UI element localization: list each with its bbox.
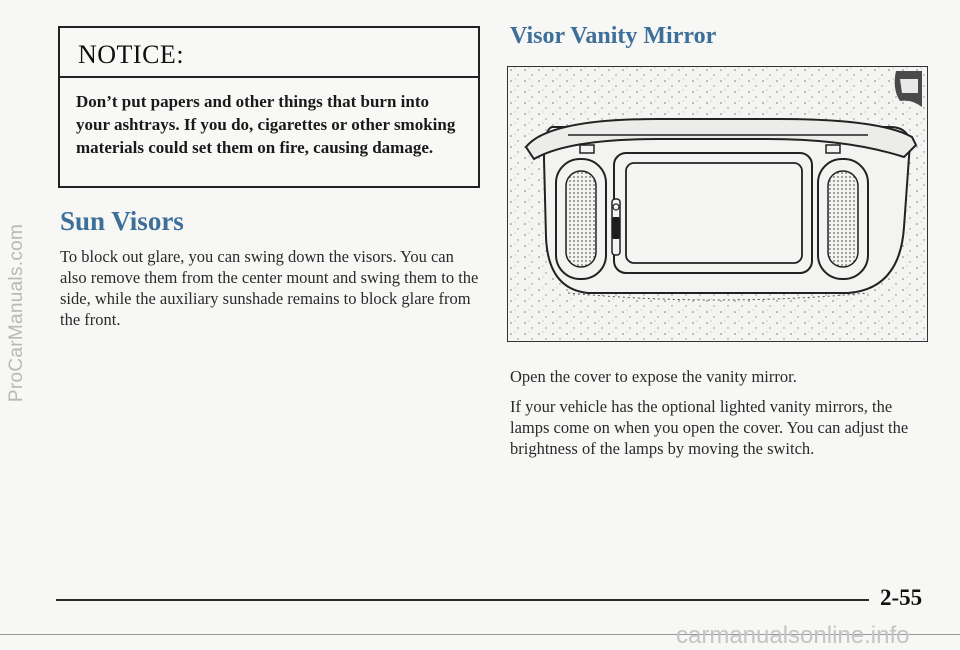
right-hinge-tab [826,145,840,153]
side-watermark: ProCarManuals.com [6,223,27,403]
bottom-watermark: carmanualsonline.info [676,622,910,649]
sun-visors-heading: Sun Visors [60,206,184,236]
notice-body: Don’t put papers and other things that burn into your ashtrays. If you do, cigarettes or other smoking materials could set them on fire, causing damage. [76,92,456,157]
footer-rule [56,599,869,601]
visor-vanity-mirror-illustration [507,66,928,342]
brightness-switch-knob [612,217,620,239]
visor-vanity-mirror-heading: Visor Vanity Mirror [510,23,717,49]
vanity-mirror [626,163,802,263]
visor-clip-slot [900,79,918,93]
notice-heading: NOTICE: [60,28,478,78]
vanity-mirror-paragraph-2: If your vehicle has the optional lighted vanity mirrors, the lamps come on when you open the cover. You can adjust the brightness of the lamps by moving the switch. [510,397,909,458]
left-lamp-lens [566,171,596,267]
vanity-mirror-paragraph-1: Open the cover to expose the vanity mirror. [510,367,797,386]
left-hinge-tab [580,145,594,153]
notice-box [58,26,480,188]
sun-visors-paragraph: To block out glare, you can swing down the visors. You can also remove them from the center mount and swing them to the side, while the auxiliary sunshade remains to block glare from the front. [60,247,479,329]
right-lamp-lens [828,171,858,267]
page-number: 2-55 [880,585,923,610]
visor-illustration-svg [508,67,926,340]
